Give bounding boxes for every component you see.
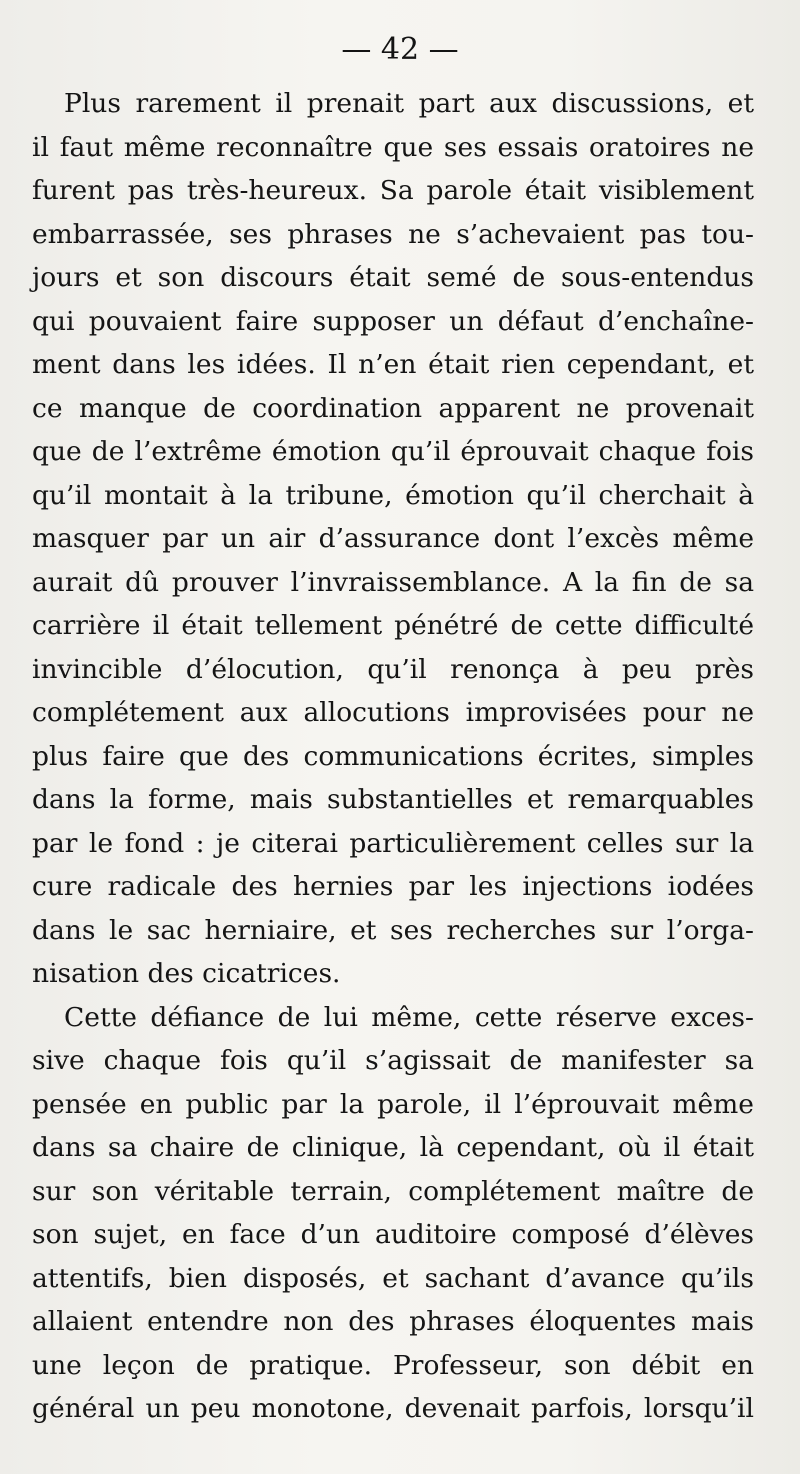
text-line: dans le sac herniaire, et ses recherches sur l’orga- (32, 914, 754, 946)
text-line: une leçon de pratique. Professeur, son débit en (32, 1349, 754, 1381)
text-line: attentifs, bien disposés, et sachant d’avance qu’ils (32, 1262, 754, 1294)
text-line: carrière il était tellement pénétré de cette difficulté (32, 610, 754, 641)
text-line: Plus rarement il prenait part aux discussions, et (64, 88, 754, 119)
text-line: pensée en public par la parole, il l’éprouvait même (32, 1088, 754, 1120)
text-line: invincible d’élocution, qu’il renonça à peu près (32, 653, 754, 685)
text-line: plus faire que des communications écrites, simples (32, 740, 754, 772)
text-line: complétement aux allocutions improvisées pour ne (32, 697, 754, 728)
text-line: nisation des cicatrices. (32, 958, 341, 989)
text-line: dans la forme, mais substantielles et remarquables (32, 784, 754, 815)
text-line: qui pouvaient faire supposer un défaut d’enchaîne- (32, 305, 754, 337)
text-line: ment dans les idées. Il n’en était rien cependant, et (32, 349, 754, 380)
text-line: sur son véritable terrain, complétement maître de (32, 1175, 754, 1207)
text-line: cure radicale des hernies par les injections iodées (32, 871, 754, 902)
paragraph-2 (32, 996, 754, 1431)
text-line: jours et son discours était semé de sous-entendus (32, 262, 754, 293)
text-line: aurait dû prouver l’invraissemblance. A la fin de sa (32, 566, 754, 598)
text-line: embarrassée, ses phrases ne s’achevaient pas tou- (32, 218, 754, 250)
text-line: masquer par un air d’assurance dont l’excès même (32, 523, 754, 554)
text-line: ce manque de coordination apparent ne provenait (32, 392, 754, 424)
paragraph-1 (32, 82, 754, 996)
text-line: par le fond : je citerai particulièrement celles sur la (32, 827, 754, 859)
text-line: dans sa chaire de clinique, là cependant, où il était (32, 1132, 754, 1163)
text-line: allaient entendre non des phrases éloquentes mais (32, 1306, 754, 1337)
text-line: furent pas très-heureux. Sa parole était visiblement (32, 175, 754, 206)
page-number: — 42 — (341, 32, 459, 67)
text-line: son sujet, en face d’un auditoire composé d’élèves (32, 1219, 754, 1250)
text-line: sive chaque fois qu’il s’agissait de manifester sa (32, 1045, 754, 1076)
text-line: qu’il montait à la tribune, émotion qu’il cherchait à (32, 479, 754, 511)
text-line: Cette défiance de lui même, cette réserve exces- (64, 1001, 754, 1033)
text-line: général un peu monotone, devenait parfois, lorsqu’il (32, 1393, 754, 1424)
body-text (32, 82, 754, 1431)
text-line: il faut même reconnaître que ses essais oratoires ne (32, 131, 754, 163)
text-line: que de l’extrême émotion qu’il éprouvait chaque fois (32, 436, 754, 467)
